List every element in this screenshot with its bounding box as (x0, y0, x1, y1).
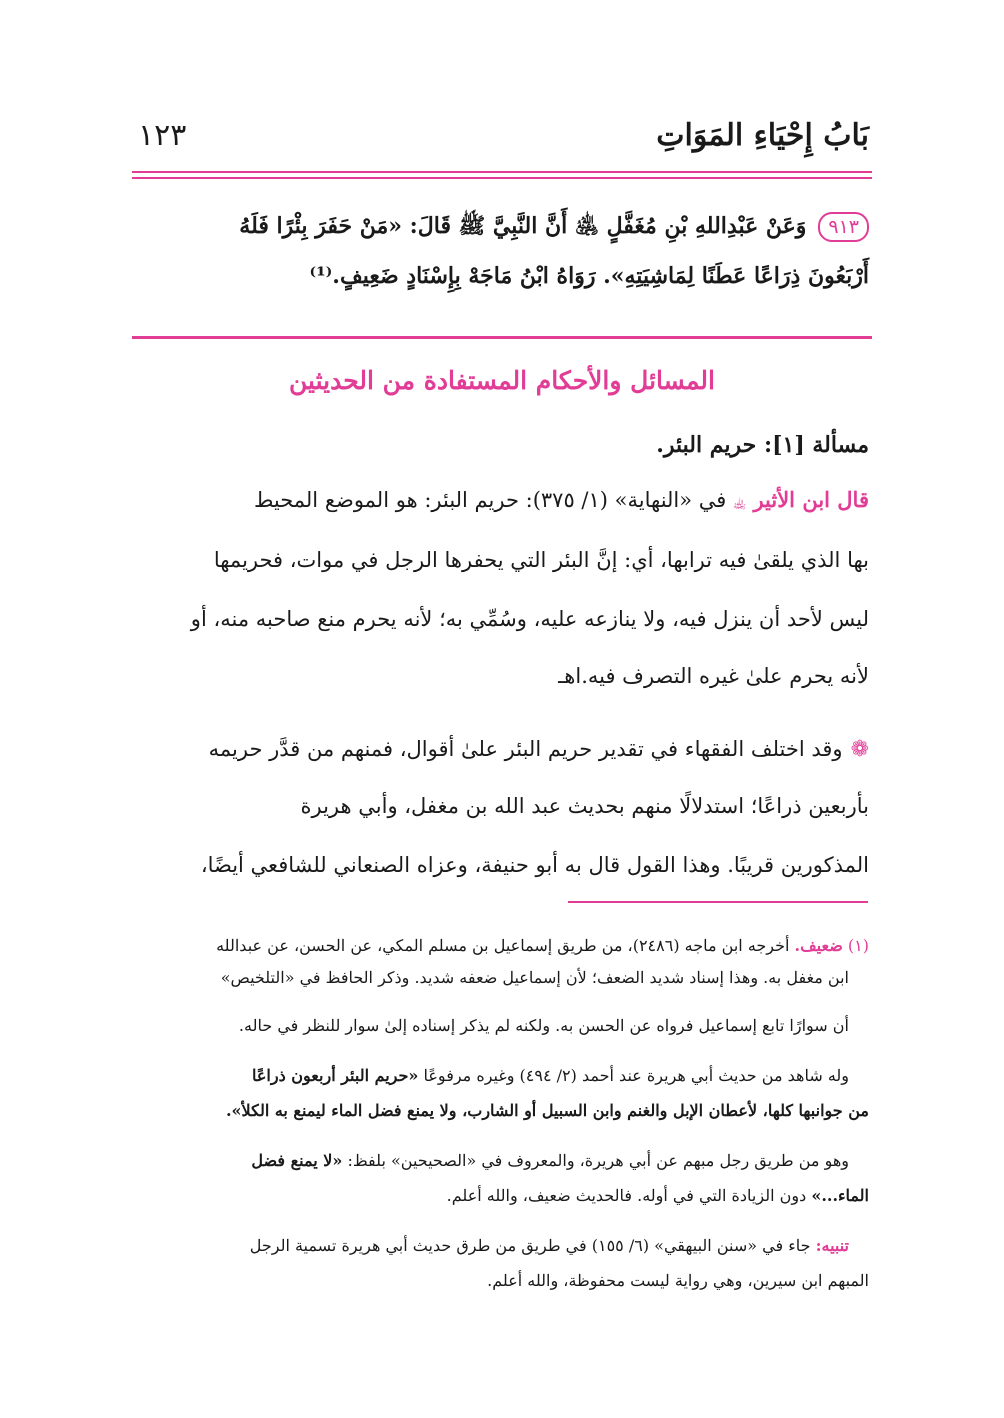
hadith-text-line1: وَعَنْ عَبْدِاللهِ بْنِ مُغَفَّلٍ ﵁ أَنَّ النَّبِيَّ ﷺ قَالَ: «مَنْ حَفَرَ بِئْرًا فَلَهُ (239, 213, 807, 239)
footnote-line3: أن سوارًا تابع إسماعيل فرواه عن الحسن به. ولكنه لم يذكر إسناده إلىٰ سوار للنظر في حاله. (238, 1016, 849, 1035)
footnote-line8-text: جاء في «سنن البيهقي» (٦/ ١٥٥) في طريق من طرق حديث أبي هريرة تسمية الرجل (249, 1236, 811, 1255)
honorific: ﵀ (733, 493, 747, 511)
footnote-line6-quote: «لا يمنع فضل (251, 1151, 343, 1170)
footnote-grade: ضعيف. (794, 936, 843, 955)
hadith-line-2 (135, 260, 869, 293)
issue-title: حريم البئر. (656, 432, 757, 458)
footnote-line6 (135, 1148, 849, 1174)
hadith-number-badge: ٩١٣ (818, 212, 869, 242)
footnote-line1-text: أخرجه ابن ماجه (٢٤٨٦)، من طريق إسماعيل بن مسلم المكي، عن الحسن، عن عبدالله (216, 936, 790, 955)
footnote-line1 (135, 933, 869, 959)
footnote-line6-text: وهو من طريق رجل مبهم عن أبي هريرة، والمعروف في «الصحيحين» بلفظ: (347, 1151, 849, 1170)
footnote-line7-text: دون الزيادة التي في أوله. فالحديث ضعيف، والله أعلم. (446, 1186, 807, 1205)
paragraph1-line2: بها الذي يلقىٰ فيه ترابها، أي: إنَّ البئر التي يحفرها الرجل في موات، فحريمها (213, 548, 869, 572)
paragraph2-line3: المذكورين قريبًا. وهذا القول قال به أبو حنيفة، وعزاه الصنعاني للشافعي أيضًا، (200, 853, 869, 877)
paragraph2-line1-text: وقد اختلف الفقهاء في تقدير حريم البئر علىٰ أقوال، فمنهم من قدَّر حريمه (208, 737, 843, 761)
page-number: ١٢٣ (138, 118, 187, 153)
footnote-line4-text: وله شاهد من حديث أبي هريرة عند أحمد (٢/ ٤٩٤) وغيره مرفوعًا (423, 1066, 849, 1085)
footnote-line4-quote: «حريم البئر أربعون ذراعًا (251, 1066, 419, 1085)
footnote-line5-quote: من جوانبها كلها، لأعطان الإبل والغنم وابن السبيل أو الشارب، ولا يمنع فضل الماء ليمنع به الكلأ». (225, 1101, 869, 1120)
footnote-line5 (135, 1098, 869, 1124)
paragraph2-line2: بأربعين ذراعًا؛ استدلالًا منهم بحديث عبد الله بن مغفل، وأبي هريرة (300, 794, 869, 818)
section-heading: المسائل والأحكام المستفادة من الحديثين (289, 366, 715, 395)
hadith-line-1 (135, 210, 869, 243)
paragraph2-line1 (135, 734, 869, 765)
footnote-marker: (١) (847, 936, 869, 955)
footnote-line7 (135, 1183, 869, 1209)
paragraph1-line4: لأنه يحرم علىٰ غيره التصرف فيه.اهـ (558, 664, 869, 688)
paragraph1-line1-text: في «النهاية» (١/ ٣٧٥): حريم البئر: هو الموضع المحيط (253, 488, 727, 512)
header-rule-top (132, 171, 872, 173)
hadith-rule (132, 336, 872, 339)
author-name: قال ابن الأثير (753, 487, 869, 512)
hadith-text-line2: أَرْبَعُونَ ذِرَاعًا عَطَنًا لِمَاشِيَتِهِ». رَوَاهُ ابْنُ مَاجَهْ بِإِسْنَادٍ ضَعِيفٍ.⁽¹⁾ (309, 263, 869, 289)
issue-label: مسألة [١]: (763, 432, 869, 458)
footnote-line2: ابن مغفل به. وهذا إسناد شديد الضعف؛ لأن إسماعيل ضعفه شديد. وذكر الحافظ في «التلخيص» (220, 968, 849, 987)
footnote-line9: المبهم ابن سيرين، وهي رواية ليست محفوظة، والله أعلم. (487, 1271, 869, 1290)
header-rule-bottom (132, 177, 872, 179)
footnote-separator (568, 901, 868, 903)
footnote-line4 (135, 1063, 849, 1089)
running-title: بَابُ إِحْيَاءِ المَوَاتِ (656, 118, 869, 153)
issue-heading (656, 432, 869, 458)
note-label: تنبيه: (815, 1236, 849, 1255)
footnote-line7-quote: الماء...» (811, 1186, 869, 1205)
paragraph1-line3: ليس لأحد أن ينزل فيه، ولا ينازعه عليه، وسُمِّي به؛ لأنه يحرم منع صاحبه منه، أو (190, 607, 869, 631)
footnote-line8 (135, 1233, 849, 1259)
paragraph1-line1 (135, 485, 869, 517)
flower-ornament-icon: ❁ (850, 737, 869, 762)
